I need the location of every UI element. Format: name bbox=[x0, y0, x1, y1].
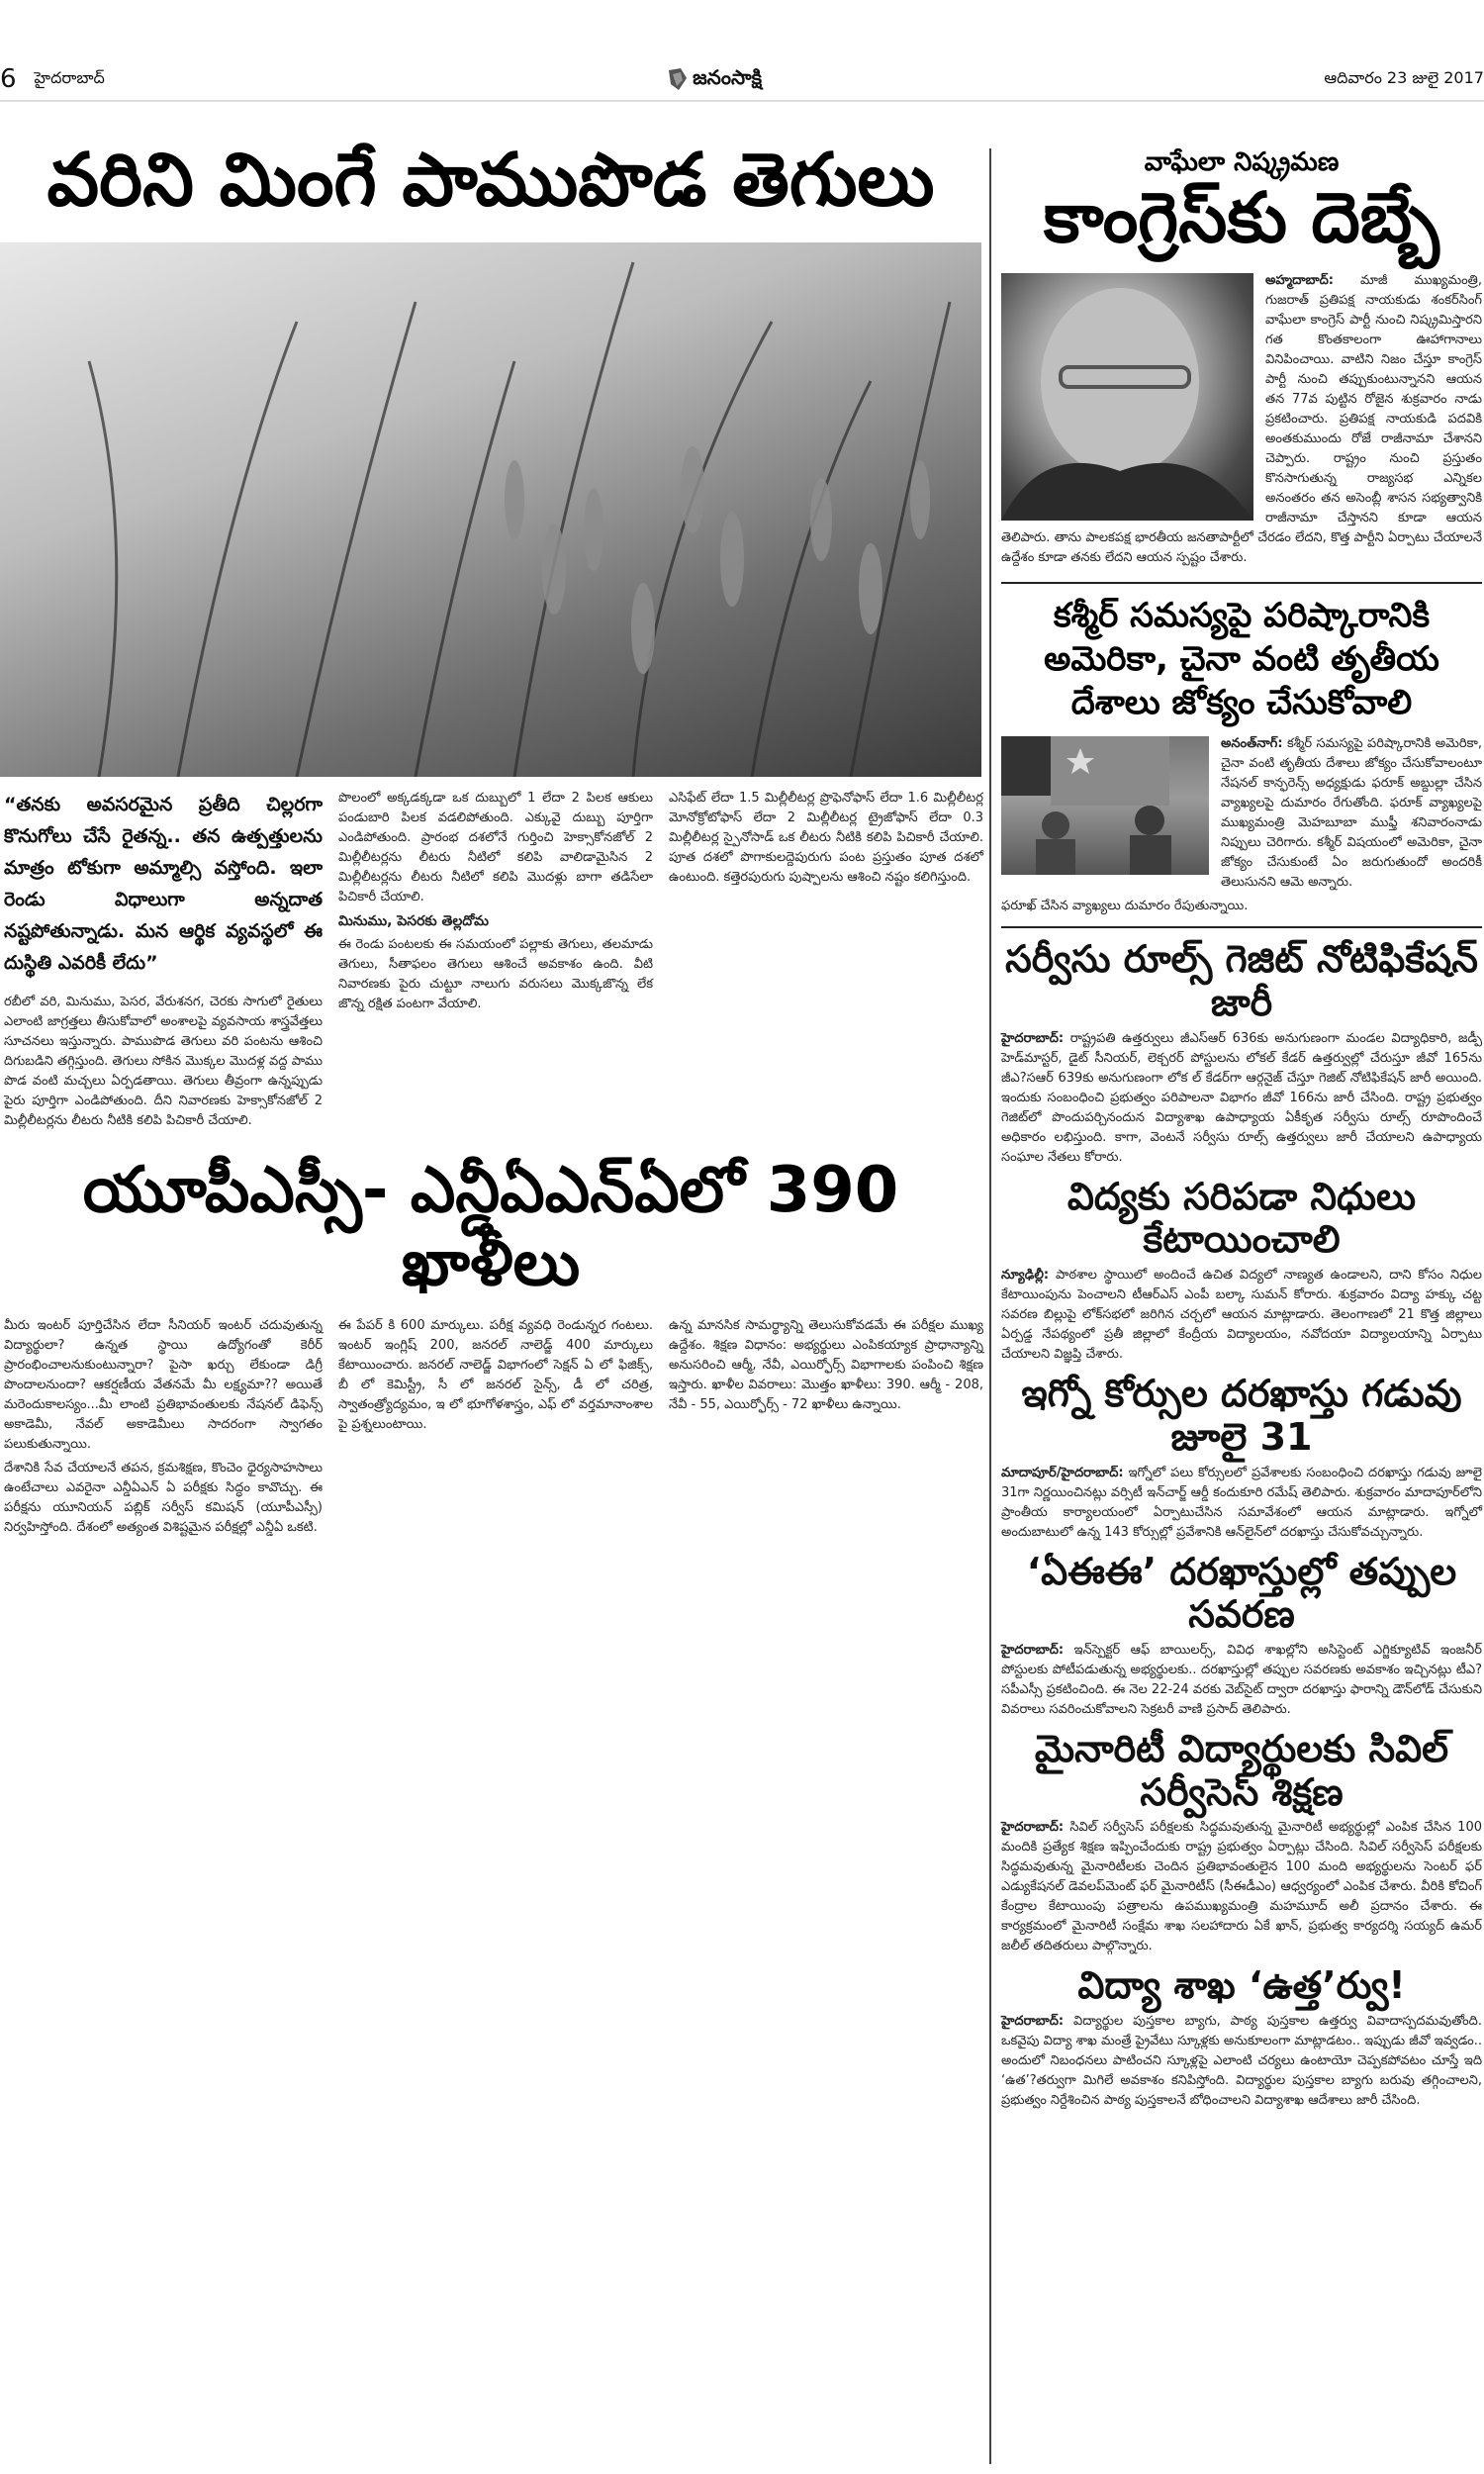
brief-text: పాఠశాల స్థాయిలో అందించే ఉచిత విద్యలో నాణ్యత ఉండాలని, దాని కోసం నిధుల కేటాయింపును పెంచాలని టీఆర్ఎస్ ఎంపీ బల్కా సుమన్ కోరారు. శుక్రవారం విద్యా హక్కు చట్ట సవరణ బిల్లుపై లోక్‌సభలో జరిగిన చర్చలో ఆయన మాట్లాడారు. తెలంగాణలో 21 కొత్త జిల్లాలు ఏర్పడ్డ నేపథ్యంలో ప్రతీ జిల్లాలో కేంద్రీయ విద్యాలయం, నవోదయా విద్యాలయాన్ని ఏర్పాటు చేయాలని విజ్ఞప్తి చేశారు. bbox=[1001, 1268, 1482, 1363]
kashmir-body bbox=[1001, 734, 1482, 916]
issue-date: ఆదివారం 23 జులై 2017 bbox=[1324, 67, 1484, 87]
upsc-col-1b-text: దేశానికి సేవ చేయాలనే తపన, క్రమశిక్షణ, కొంచెం ధైర్యసాహసాలు ఉంటేచాలు ఎవరైనా ఎన్డీఏఎన్ ఏ పరీక్షకు సిద్ధం కావొచ్చు. ఈ పరీక్షను యూనియన్ పబ్లిక్ సర్వీస్ కమిషన్ (యూపీఎస్సీ) నిర్వహిస్తోంది. దేశంలో అత్యంత విశిష్టమైన పరీక్షల్లో ఎన్డీఏ ఒకటి. bbox=[4, 1461, 323, 1536]
brief-dateline: హైదరాబాద్: bbox=[1001, 1030, 1065, 1046]
lead-col-2-text: పొలంలో అక్కడక్కడా ఒక దుబ్బులో 1 లేదా 2 పిలక ఆకులు పండుబారి పిలక వడలిపోతుంది. ఎక్కువై దుబ్బు పూర్తిగా ఎండిపోతుంది. ప్రారంభ దశలోనే గుర్తించి హెక్సాకోనజోల్ 2 మిల్లీలీటర్లను లీటరు నీటిలో కలిపి వాలిడామైసిన 2 మిల్లీలీటర్లను లీటరు నీటిలో కలిపి మొదళ్లు బాగా తడిసేలా పిచికారీ చేయాలి. bbox=[338, 791, 653, 905]
upsc-col-2 bbox=[338, 1316, 653, 1542]
brief-article bbox=[1001, 1176, 1482, 1365]
congress-headline: కాంగ్రెస్‌కు దెబ్బే bbox=[1043, 176, 1440, 258]
masthead-logo-icon bbox=[667, 66, 689, 92]
kashmir-dateline: అనంత్‌నాగ్: bbox=[1221, 736, 1283, 752]
brief-headline: విద్యకు సరిపడా నిధులు కేటాయించాలి bbox=[1067, 1174, 1417, 1262]
brief-headline: విద్యా శాఖ ‘ఉత్త’ర్వు! bbox=[1077, 1963, 1406, 2008]
brief-article bbox=[1001, 1964, 1482, 2111]
upsc-col-2-text: ఈ పేపర్ కి 600 మార్కులు. పరీక్ష వ్యవధి రెండున్నర గంటలు. ఇంటర్ ఇంగ్లిష్ 200, జనరల్ నాలెడ్జ్ 400 మార్కులు కేటాయించారు. జనరల్ నాలెడ్జ్ విభాగంలో సెక్షన్ ఏ లో ఫిజిక్స్, బీ లో కెమిస్ట్రీ, సీ లో జనరల్ సైన్స్, డీ లో చరిత్ర, స్వాతంత్ర్యోద్యమం, ఇ లో భూగోళశాస్త్రం, ఎఫ్ లో వర్తమానాంశాల పై ప్రశ్నలుంటాయి. bbox=[338, 1318, 653, 1433]
lead-subhead: మినుము, పెసరకు తెల్లదోమ bbox=[338, 913, 489, 930]
kashmir-photo bbox=[1001, 736, 1209, 875]
kashmir-top-rule bbox=[1001, 582, 1482, 584]
upsc-col-3-text: ఉన్న మానసిక సామర్థ్యాన్ని తెలుసుకోవడమే ఈ పరీక్షల ముఖ్య ఉద్దేశం. శిక్షణ విధానం: అభ్యర్థులు ఎంపికయ్యాక ప్రాధాన్యాన్ని అనుసరించి ఆర్మీ, నేవీ, ఎయిర్ఫోర్స్ విభాగాలకు పంపించి శిక్షణ ఇస్తారు. ఖాళీల వివరాలు: మొత్తం ఖాళీలు: 390. ఆర్మీ - 208, నేవీ - 55, ఎయిర్ఫోర్స్ - 72 ఖాళీలు ఉన్నాయి. bbox=[669, 1318, 983, 1413]
lead-headline: వరిని మింగే పాముపొడ తెగులు bbox=[46, 138, 935, 223]
brief-article bbox=[1001, 1551, 1482, 1720]
page-header bbox=[0, 59, 1484, 99]
lead-columns bbox=[0, 789, 981, 1131]
brief-headline: సర్వీసు రూల్స్ గెజిట్ నోటిఫికేషన్ జారీ bbox=[1005, 937, 1478, 1025]
kashmir-headline: కశ్మీర్ సమస్యపై పరిష్కారానికి అమెరికా, చైనా వంటి తృతీయ దేశాలు జోక్యం చేసుకోవాలి bbox=[1044, 596, 1439, 723]
vaghela-photo bbox=[1001, 273, 1253, 521]
brief-dateline: హైదరాబాద్: bbox=[1001, 2013, 1065, 2029]
person-silhouette bbox=[1001, 273, 1253, 521]
congress-dateline: అహ్మదాబాద్: bbox=[1265, 273, 1334, 289]
brief-dateline: హైదరాబాద్: bbox=[1001, 1642, 1065, 1658]
lead-col-2 bbox=[338, 789, 653, 1131]
brief-text: ఇన్‌స్పెక్టర్ ఆఫ్ బాయిలర్స్, వివిధ శాఖల్లోని అసిస్టెంట్ ఎగ్జిక్యూటివ్ ఇంజనీర్ పోస్టులకు పోటీపడుతున్న అభ్యర్థులకు.. దరఖాస్తుల్లో తప్పుల సవరణకు అవకాశం ఇచ్చినట్లు టీఎ?సపీఎస్సీ ప్రకటించింది. ఈ నెల 22-24 వరకు వెబ్‌సైట్ ద్వారా దరఖాస్తు ఫారాన్ని డౌన్‌లోడ్ చేసుకుని వివరాలు సవరించుకోవాలని సెక్రటరీ వాణి ప్రసాద్ తెలిపారు. bbox=[1001, 1642, 1482, 1717]
upsc-col-1-text: మీరు ఇంటర్ పూర్తిచేసిన లేదా సీనియర్ ఇంటర్ చదువుతున్న విద్యార్థులా? ఉన్నత స్థాయి ఉద్యోగంతో కెరీర్ ప్రారంభించాలనుకుంటున్నారా? పైసా ఖర్చు లేకుండా డిగ్రీ పొందాలనుందా? ఆకర్షణీయ వేతనమే మీ లక్ష్యమా?? అయితే మరెందుకాలస్యం...మీ లాంటి ప్రతిభావంతులకు నేషనల్ డిఫెన్స్ అకాడెమీ, నేవల్ అకాడెమీలు సాదరంగా స్వాగతం పలుకుతున్నాయి. bbox=[4, 1318, 323, 1453]
brief-text: రాష్ట్రపతి ఉత్తర్వులు జీఎస్ఆర్ 636కు అనుగుణంగా మండల విద్యాధికారి, జడ్పీ హెడ్‌మాస్టర్, డైట్ సీనియర్, లెక్చరర్ పోస్టులను లోకల్ కేడర్ ఉత్తర్వుల్లో చేరుస్తూ జీవో 165ను జీఎ?సఆర్ 639కు అనుగుణంగా లోక ల్ కేడర్‌గా ఆర్గనైజ్ చేస్తూ గెజిట్ నోటిఫికేషన్ జారీ అయింది. ఇందుకు సంబంధించి ప్రభుత్వం పరిపాలనా విభాగం జీవో 166ను జారీ చేసింది. రాష్ట్ర ప్రభుత్వం గెజిట్‌లో పొందుపర్చినందున విద్యాశాఖ ఉపాధ్యాయ ఏకీకృత సర్వీసు రూల్స్ రూపొందించే అధికారం లభిస్తుంది. కాగా, వెంటనే సర్వీసు రూల్స్ ఉత్తర్వులు జారీ చేయాలని ఉపాధ్యాయ సంఘాల నేతలు కోరారు. bbox=[1001, 1030, 1482, 1165]
masthead bbox=[667, 65, 762, 94]
upsc-columns bbox=[0, 1316, 981, 1542]
masthead-title: జనంసాక్షి bbox=[693, 64, 763, 89]
congress-kicker: వాఘేలా నిష్క్రమణ bbox=[1144, 147, 1340, 177]
right-column bbox=[1001, 148, 1482, 2111]
brief-dateline: హైదరాబాద్: bbox=[1001, 1820, 1065, 1836]
soldiers-flags-illustration bbox=[1001, 736, 1209, 875]
brief-headline: ‘ఏఈఈ’ దరఖాస్తుల్లో తప్పుల సవరణ bbox=[1026, 1549, 1457, 1637]
brief-text: సివిల్ సర్వీసెస్ పరీక్షలకు సిద్ధమవుతున్న మైనారిటీ అభ్యర్థుల్లో ఎంపిక చేసిన 100 మందికి ప్రత్యేక శిక్షణ ఇప్పించేందుకు రాష్ట్ర ప్రభుత్వం ఏర్పాట్లు చేసింది. సివిల్ సర్వీసెస్ పరీక్షలకు సిద్ధమవుతున్న మైనారిటీలకు చెందిన ప్రతిభావంతులైన 100 మంది అభ్యర్థులను సెంటర్ ఫర్ ఎడ్యుకేషనల్ డెవలప్‌మెంట్ ఫర్ మైనారిటీస్ (సీఈడీఎం) ఆధ్వర్యంలో ఎంపిక చేశారు. వీరికి కోచింగ్ కేంద్రాల కేటాయింపు పత్రాలను ఉపముఖ్యమంత్రి మహమూద్ అలీ ప్రదానం చేశారు. ఈ కార్యక్రమంలో మైనారిటీ సంక్షేమ శాఖ సలహాదారు ఏకే ఖాన్, ప్రభుత్వ కార్యదర్శి సయ్యద్ ఉమర్ జలీల్ తదితరులు పాల్గొన్నారు. bbox=[1001, 1820, 1482, 1954]
upsc-col-3 bbox=[669, 1316, 983, 1542]
brief-article bbox=[1001, 1728, 1482, 1956]
kashmir-bottom-rule bbox=[1001, 926, 1482, 928]
brief-text: ఇగ్నోలో పలు కోర్సులలో ప్రవేశాలకు సంబంధించి దరఖాస్తు గడువు జూలై 31గా నిర్ణయించినట్లు వర్సిటీ ఇన్‌చార్జ్ ఆర్డీ కందుకూరి రమేష్ తెలిపారు. శుక్రవారం మాదాపూర్‌లోని ప్రాంతీయ కార్యాలయంలో ఏర్పాటుచేసిన సమావేశంలో ఆయన మాట్లాడారు. ఇగ్నోలో అందుబాటులో ఉన్న 143 కోర్సుల్లో ప్రవేశానికి ఆన్‌లైన్‌లో దరఖాస్తు చేసుకోవచ్చున్నారు. bbox=[1001, 1465, 1482, 1540]
left-section bbox=[0, 139, 981, 1542]
pull-quote: “తనకు అవసరమైన ప్రతీది చిల్లరగా కొనుగోలు చేసే రైతన్న.. తన ఉత్పత్తులను మాత్రం టోకుగా అమ్మాల్సి వస్తోంది. ఇలా రెండు విధాలుగా అన్నదాత నష్టపోతున్నాడు. మన ఆర్థిక వ్యవస్థలో ఈ దుస్థితి ఎవరికీ లేదు” bbox=[4, 794, 323, 975]
briefs-column bbox=[1001, 938, 1482, 2111]
brief-headline: ఇగ్నో కోర్సుల దరఖాస్తు గడువు జూలై 31 bbox=[1021, 1372, 1462, 1459]
rice-field-photo bbox=[0, 242, 981, 777]
upsc-col-1 bbox=[4, 1316, 323, 1542]
lead-col-2b-text: ఈ రెండు పంటలకు ఈ సమయంలో పల్లాకు తెగులు, తలమాడు తెగులు, సీతాఫలం తెగులు ఆశించే అవకాశం ఉంది. వీటి నివారణకు పైరు చుట్టూ నాలుగు వరుసలు మొక్కజొన్న లేక జొన్న రక్షిత పంటగా వేయాలి. bbox=[338, 937, 653, 1012]
lead-col-1-text: రబీలో వరి, మినుము, పెసర, వేరుశనగ, చెరకు సాగులో రైతులు ఎలాంటి జాగ్రత్తలు తీసుకోవాలో అంశాలపై వ్యవసాయ శాస్త్రవేత్తలు సూచనలు ఇస్తున్నారు. పాముపొడ తెగులు వరి పంటను ఆశించి దిగుబడిని తగ్గిస్తుంది. తెగులు సోకిన మొక్కల మొదళ్ల వద్ద పాము పొడ వంటి మచ్చలు ఏర్పడతాయి. తెగులు తీవ్రంగా ఉన్నప్పుడు పైరు పూర్తిగా ఎండిపోతుంది. దీని నివారణకు హెక్సాకోనజోల్ 2 మిల్లీలీటర్లను లీటరు నీటికి కలిపి పిచికారీ చేయాలి. bbox=[4, 995, 323, 1129]
upsc-headline: యూపీఎస్సీ- ఎన్డీఏఎన్ఏలో 390 ఖాళీలు bbox=[82, 1154, 899, 1300]
brief-dateline: న్యూఢిల్లీ: bbox=[1001, 1268, 1050, 1284]
header-left bbox=[0, 64, 105, 94]
lead-col-1 bbox=[4, 789, 323, 1131]
congress-body bbox=[1001, 271, 1482, 572]
page-number: 6 bbox=[0, 64, 17, 94]
brief-dateline: మాదాపూర్/హైదరాబాద్: bbox=[1001, 1465, 1124, 1480]
brief-headline: మైనారిటీ విద్యార్థులకు సివిల్ సర్వీసెస్ శిక్షణ bbox=[1034, 1726, 1449, 1814]
lead-col-3 bbox=[669, 789, 983, 1131]
column-divider bbox=[989, 148, 991, 2464]
brief-text: విద్యార్థుల పుస్తకాల బ్యాగు, పాఠ్య పుస్తకాల ఉత్తర్వు వివాదాస్పదమవుతోంది. ఒకవైపు విద్యా శాఖ మంత్రే ప్రైవేటు స్కూళ్లకు అనుకూలంగా మాట్లాడటం.. ఇప్పుడు జీవో ఇవ్వడం.. అందులో నిబంధనలు పాటించని స్కూళ్లపై ఎలాంటి చర్యలు ఉంటాయో చెప్పకపోవటం చూస్తే ఇది ‘ఉత’?తర్వుగా మిగిలే అవకాశం కనిపిస్తోంది. విద్యార్థుల పుస్తకాల బ్యాగు బరువు తగ్గించాలని, ప్రభుత్వం నిర్దేశించిన పాఠ్య పుస్తకాలనే బోధించాలని విద్యాశాఖ ఆదేశాలు జారీ చేసింది. bbox=[1001, 2013, 1482, 2108]
rice-stalks-illustration bbox=[0, 242, 981, 777]
brief-article bbox=[1001, 1373, 1482, 1542]
header-divider bbox=[0, 100, 1484, 102]
brief-article bbox=[1001, 938, 1482, 1167]
kashmir-text: కశ్మీర్ సమస్యపై పరిష్కారానికి అమెరికా, చైనా వంటి తృతీయ దేశాలు జోక్యం చేసుకోవాలంటూ నేషనల్ కాన్ఫరెన్స్ అధ్యక్షుడు ఫరూక్ అబ్దుల్లా చేసిన వ్యాఖ్యలపై దుమారం రేగుతోంది. ఫరూక్ వ్యాఖ్యలపై ముఖ్యమంత్రి మెహబూబా ముఫ్తీ శనివారంనాడు నిప్పులు చెరిగారు. కశ్మీర్ విషయంలో అమెరికా, చైనా జోక్యం చేసుకుంటే ఏం జరుగుతుందో అందరికీ తెలుసునని ఆమె అన్నారు. bbox=[1221, 736, 1483, 891]
city-label: హైదరాబాద్ bbox=[34, 67, 105, 87]
lead-col-3-text: ఎసిఫేట్ లేదా 1.5 మిల్లీలీటర్ల ప్రొఫెనోఫాస్ లేదా 1.6 మిల్లీలీటర్ల మోనోక్రోటోఫాస్ లేదా 2 మిల్లీలీటర్ల ట్రైజోఫాస్ లేదా 0.3 మిల్లీలీటర్ల స్పైనోసాడ్ ఒక లీటరు నీటికి కలిపి పిచికారీ చేయాలి. పూత దశలో పొగాకులద్దెపురుగు పంట ప్రస్తుతం పూత దశలో ఉంటుంది. కత్తెరపురుగు పుష్పాలను ఆశించి నష్టం కలిగిస్తుంది. bbox=[669, 791, 983, 886]
congress-text: మాజీ ముఖ్యమంత్రి, గుజరాత్ ప్రతిపక్ష నాయకుడు శంకర్‌సింగ్ వాఘేలా కాంగ్రెస్ పార్టీ నుంచి నిష్క్రమిస్తారని గత కొంతకాలంగా ఊహాగానాలు వినిపించాయి. వాటిని నిజం చేస్తూ కాంగ్రెస్ పార్టీ నుంచి తప్పుకుంటున్నానని ఆయన తన 77వ పుట్టిన రోజైన శుక్రవారం నాడు ప్రకటించారు. ప్రతిపక్ష నాయకుడి పదవికి అంతకుముందు రోజే రాజీనామా చేశానని చెప్పారు. రాష్ట్రం నుంచి ప్రస్తుతం కొనసాగుతున్న రాజ్యసభ ఎన్నికల అనంతరం తన అసెంబ్లీ శాసన సభ్యత్వానికి రాజీనామా చేస్తానని కూడా ఆయన తెలిపారు. తాను పాలకపక్ష భారతీయ జనతాపార్టీలో చేరడం లేదని, కొత్త పార్టీని ఏర్పాటు చేయాలనే ఉద్దేశం కూడా తనకు లేదని ఆయన స్పష్టం చేశారు. bbox=[1001, 273, 1482, 566]
kashmir-last-line: ఫరూఖ్ చేసిన వ్యాఖ్యలు దుమారం రేపుతున్నాయి. bbox=[1001, 899, 1249, 914]
